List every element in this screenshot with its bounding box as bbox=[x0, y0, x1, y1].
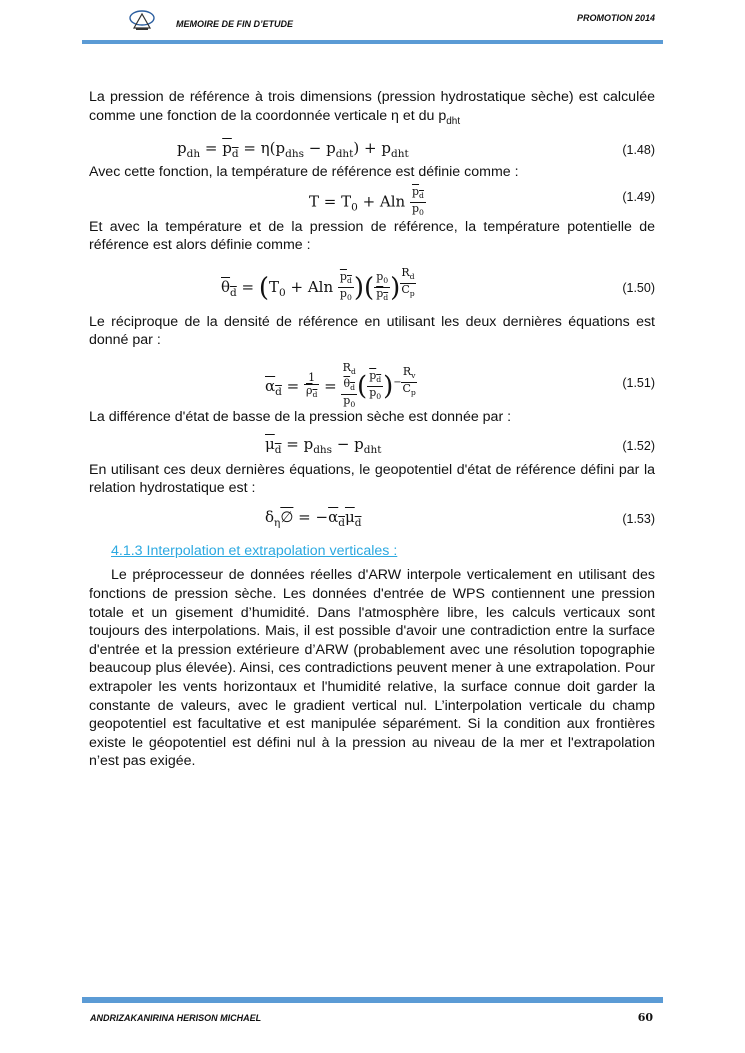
header-rule bbox=[82, 40, 663, 44]
paragraph-7: Le préprocesseur de données réelles d'ARW interpole verticalement en utilisant des fonctions de pression sèche. Les données d'entrée de WPS contiennent une pression totale et un gisement d’humidité. Dans l'atmosphère libre, les calculs verticaux sont toujours des interpolations. Mais, il est possible d'avoir une contradiction entre la surface d'entrée et la pression extérieure d’ARW (probablement avec une résolution topographie beaucoup plus élevée). Ainsi, ces contradictions peuvent mener à une extrapolation. Pour extrapoler les vents horizontaux et l'humidité relative, la surface connue doit garder la constante de valeurs, avec le gradient vertical nul. L’interpolation verticale du champ geopotentiel est facultative et est manipulée séparément. Si la condition aux frontières existe le géopotentiel est défini nul à la pression au niveau de la mer et l'extrapolation n’est pas exigée. bbox=[89, 567, 655, 770]
equation-number: (1.52) bbox=[622, 438, 655, 453]
paragraph-2: Avec cette fonction, la température de référence est définie comme : bbox=[89, 164, 519, 181]
footer-rule bbox=[82, 997, 663, 1003]
institution-logo bbox=[128, 8, 156, 32]
header-title: MEMOIRE DE FIN D’ETUDE bbox=[176, 19, 294, 29]
equation-number: (1.51) bbox=[622, 375, 655, 390]
equation-number: (1.50) bbox=[622, 280, 655, 295]
equation-1-51: $\alpha_d$ = $\frac{1}{\rho_d}$ = $R_d$ $\theta_d$ $p_0$ ( $\frac{p_d}{p_0}$ )$^{- \frac{R_v}{C_p}}$ (1.51) bbox=[265, 360, 655, 410]
footer-author: ANDRIZAKANIRINA HERISON MICHAEL bbox=[90, 1013, 262, 1023]
equation-1-49: $T = T_0 + Aln$ $\frac{p_d}{p_0}$ (1.49) bbox=[309, 184, 655, 217]
paragraph-4: Le réciproque de la densité de référence en utilisant les deux dernières équations est donné par : bbox=[89, 313, 655, 349]
paragraph-6: En utilisant ces deux dernières équations, le geopotentiel d'état de référence défini par la relation hydrostatique est : bbox=[89, 461, 655, 497]
section-heading: 4.1.3 Interpolation et extrapolation verticales : bbox=[111, 542, 398, 559]
equation-number: (1.53) bbox=[622, 511, 655, 526]
paragraph-3: Et avec la température et de la pression de référence, la température potentielle de référence est alors définie comme : bbox=[89, 218, 655, 254]
paragraph-5: La différence d'état de basse de la pression sèche est donnée par : bbox=[89, 408, 512, 425]
equation-number: (1.49) bbox=[622, 189, 655, 204]
equation-1-53: $\delta_\eta\emptyset = -\alpha_d\mu_d$ (1.53) bbox=[265, 507, 655, 529]
equation-number: (1.48) bbox=[622, 143, 655, 158]
header-promotion: PROMOTION 2014 bbox=[576, 13, 655, 23]
paragraph-1: La pression de référence à trois dimensions (pression hydrostatique sèche) est calculée comme une fonction de la coordonnée verticale η et du $p_{dht}$ bbox=[89, 89, 655, 127]
equation-1-50: $\theta_d = (T_0 + Aln$ $\frac{p_d}{p_0}$ )( $\frac{p_0}{p_d}$ ) $^{\frac{R_d}{C_p}}$ (1.50) bbox=[221, 265, 655, 303]
equation-1-52: $\mu_d = p_{dhs} - p_{dht}$ (1.52) bbox=[265, 434, 655, 456]
page-number: 60 bbox=[637, 1011, 653, 1024]
page-body bbox=[89, 88, 655, 771]
equation-1-48: $p_{dh} = p_d = \eta(p_{dhs} - p_{dht}) + p_{dht}$ (1.48) bbox=[177, 139, 655, 161]
